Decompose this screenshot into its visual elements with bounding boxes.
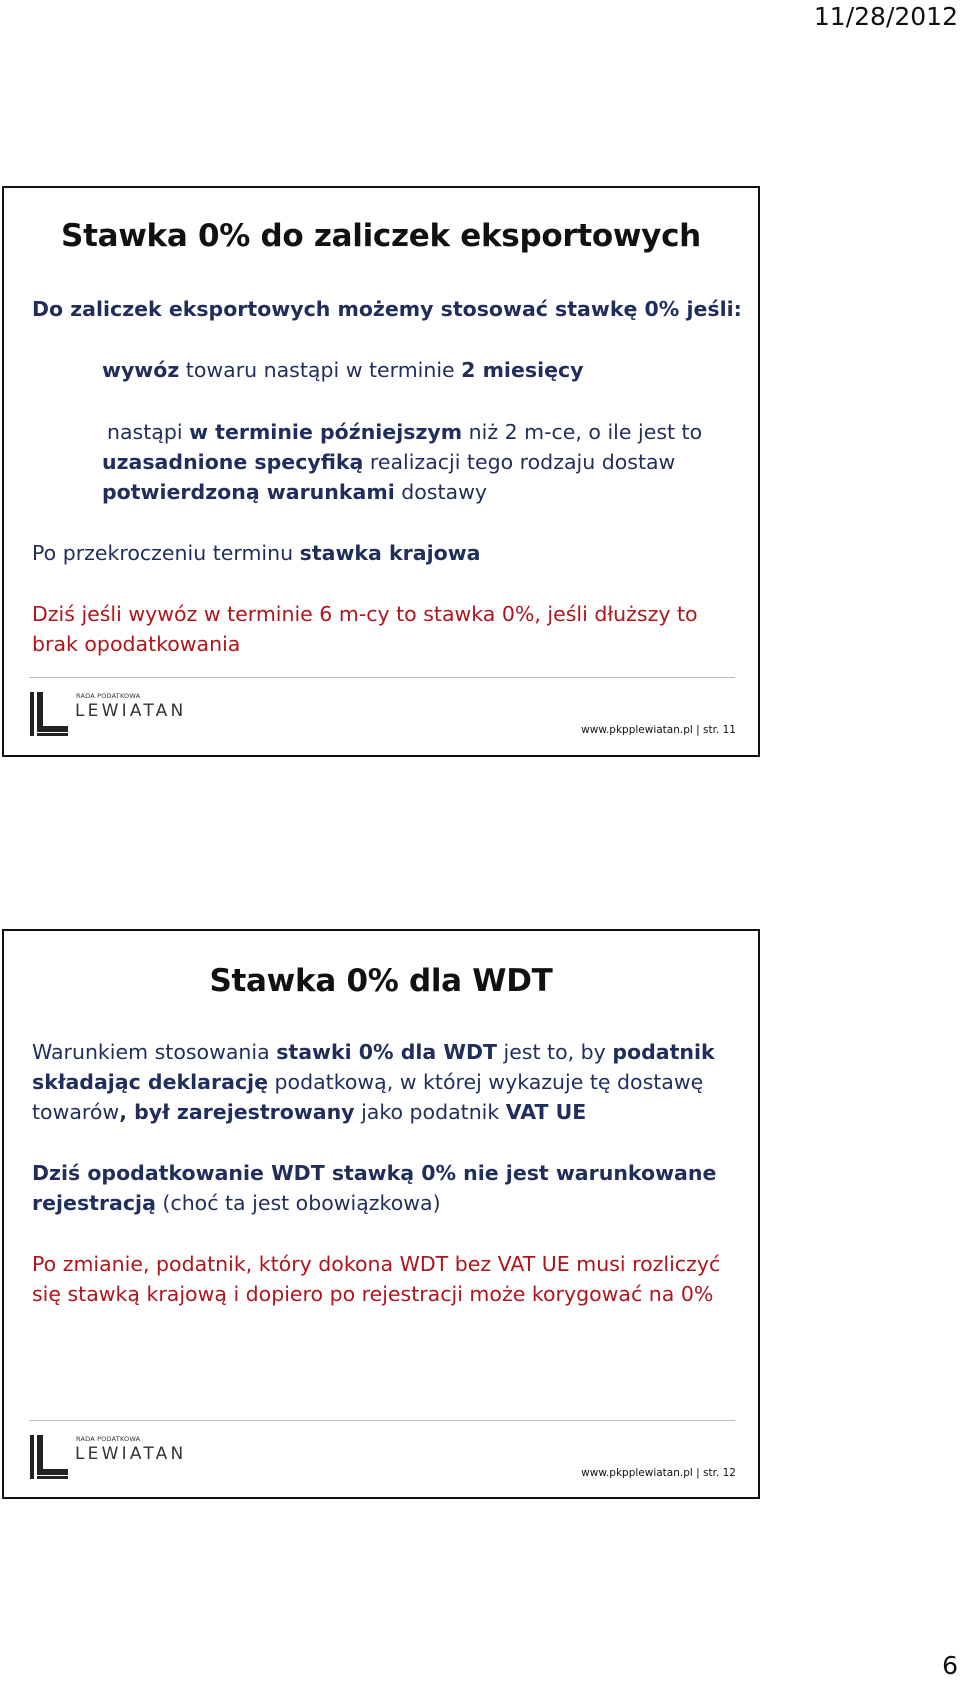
bullet-later-term-line-2 <box>102 447 675 478</box>
text-bold: , był zarejestrowany <box>119 1100 355 1124</box>
text-bold: stawka krajowa <box>299 541 481 565</box>
condition-line-2 <box>32 1067 703 1098</box>
lewiatan-logo-mark-icon <box>30 692 70 736</box>
lewiatan-logo-mark-icon <box>30 1435 70 1479</box>
slide-title: Stawka 0% dla WDT <box>209 963 553 999</box>
after-term-text <box>32 538 480 569</box>
bullet-later-term-line-1 <box>107 417 702 448</box>
text: dostawy <box>394 480 487 504</box>
text-bold: stawki 0% dla WDT <box>276 1040 497 1064</box>
text: nastąpi <box>107 420 190 444</box>
slide-title: Stawka 0% do zaliczek eksportowych <box>61 218 701 254</box>
page-date: 11/28/2012 <box>813 2 958 31</box>
bullet-later-term-line-3 <box>102 477 487 508</box>
text-bold: podatnik <box>612 1040 715 1064</box>
text-bold: składając deklarację <box>32 1070 269 1094</box>
text: Warunkiem stosowania <box>32 1040 277 1064</box>
today-line-2: brak opodatkowania <box>32 632 241 656</box>
today-line-1: Dziś jeśli wywóz w terminie 6 m-cy to stawka 0%, jeśli dłuższy to <box>32 602 698 626</box>
text: jako podatnik <box>354 1100 506 1124</box>
logo-name: LEWIATAN <box>75 1444 187 1464</box>
condition-line-3 <box>32 1097 586 1128</box>
text: towarów <box>32 1100 120 1124</box>
lead-text: Do zaliczek eksportowych możemy stosować stawkę 0% jeśli: <box>32 297 742 321</box>
lewiatan-logo <box>30 1435 187 1479</box>
text-bold: uzasadnione specyfiką <box>102 450 364 474</box>
logo-subtitle: RADA PODATKOWA <box>76 692 141 700</box>
text-bold: potwierdzoną warunkami <box>102 480 395 504</box>
footer-url: www.pkpplewiatan.pl | str. 12 <box>581 1467 736 1479</box>
today-line-1: Dziś opodatkowanie WDT stawką 0% nie jest warunkowane <box>32 1161 717 1185</box>
text-bold: wywóz <box>102 358 180 382</box>
text-bold: w terminie późniejszym <box>189 420 463 444</box>
change-line-1: Po zmianie, podatnik, który dokona WDT bez VAT UE musi rozliczyć <box>32 1252 721 1276</box>
text: (choć ta jest obowiązkowa) <box>155 1191 441 1215</box>
text-bold: rejestracją <box>32 1191 156 1215</box>
text: realizacji tego rodzaju dostaw <box>363 450 676 474</box>
slide-11 <box>2 186 760 757</box>
logo-subtitle: RADA PODATKOWA <box>76 1435 141 1443</box>
change-line-2: się stawką krajową i dopiero po rejestracji może korygować na 0% <box>32 1282 714 1306</box>
footer-url: www.pkpplewiatan.pl | str. 11 <box>581 724 736 736</box>
today-line-2 <box>32 1188 441 1219</box>
bullet-export-2-months <box>102 355 584 386</box>
text: jest to, by <box>496 1040 613 1064</box>
condition-line-1 <box>32 1037 715 1068</box>
text-bold: 2 miesięcy <box>461 358 584 382</box>
logo-name: LEWIATAN <box>75 701 187 721</box>
text: towaru nastąpi w terminie <box>179 358 462 382</box>
lewiatan-logo <box>30 692 187 736</box>
footer-divider <box>29 1420 735 1421</box>
text-bold: VAT UE <box>505 1100 587 1124</box>
footer-divider <box>29 677 735 678</box>
slide-12 <box>2 929 760 1499</box>
text: podatkową, w której wykazuje tę dostawę <box>268 1070 704 1094</box>
page-number: 6 <box>942 1651 958 1680</box>
text: Po przekroczeniu terminu <box>32 541 300 565</box>
text: niż 2 m-ce, o ile jest to <box>462 420 703 444</box>
